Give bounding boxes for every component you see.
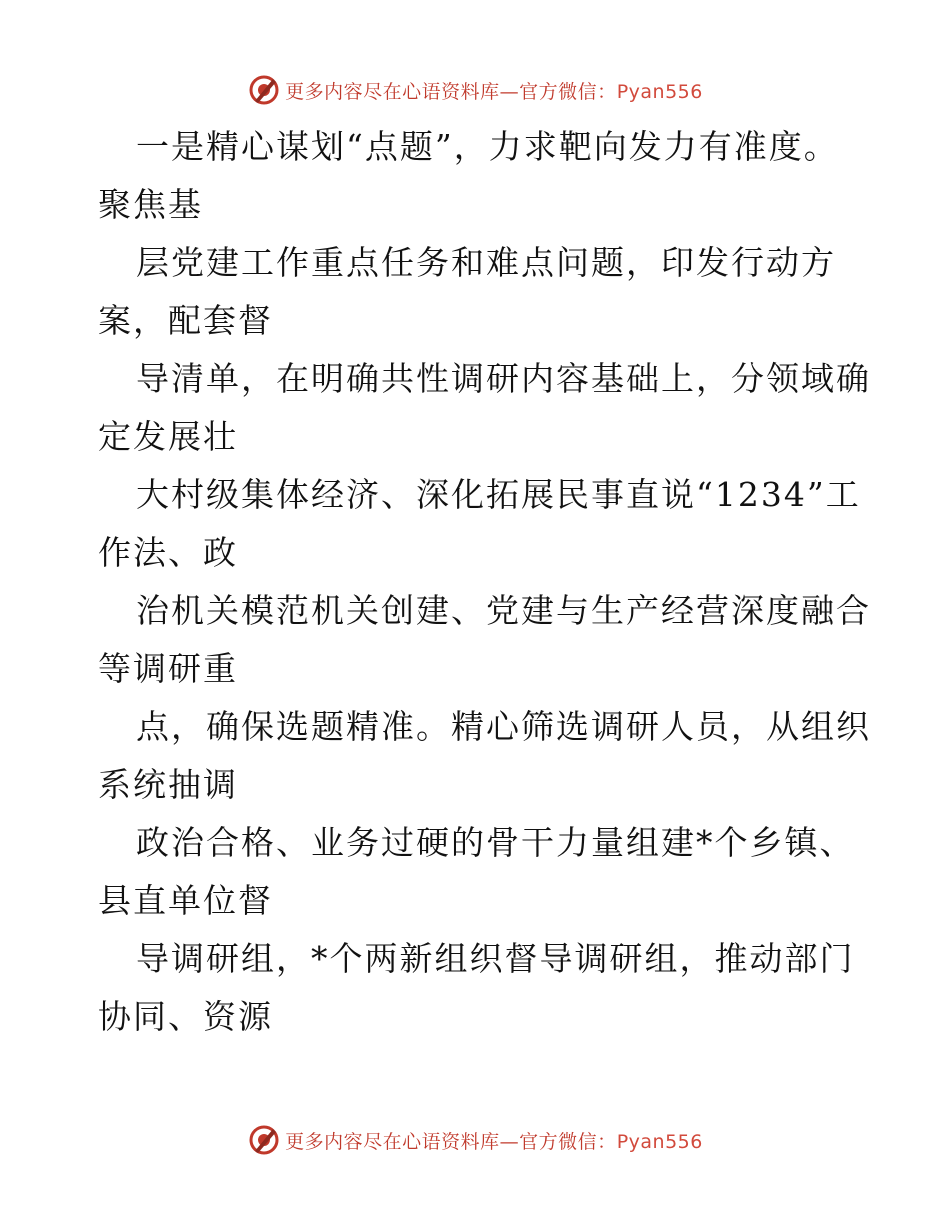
header-banner [0,70,950,110]
paragraph-line: 政治合格、业务过硬的骨干力量组建*个乡镇、 [136,823,855,862]
paragraph [98,466,861,582]
paragraph [98,350,871,466]
header-banner-wechat: Pyan556 [616,80,703,103]
footer-banner-main: 更多内容尽在心语资料库 [285,1130,500,1153]
paragraph-line: 作法、政 [98,533,238,572]
header-banner-text [285,77,703,104]
paragraph-line: 案，配套督 [98,301,273,340]
paragraph-line: 层党建工作重点任务和难点问题，印发行动方 [136,243,836,282]
paragraph-line: 定发展壮 [98,417,238,456]
paragraph-line: 等调研重 [98,649,238,688]
paragraph-line: 聚焦基 [98,185,203,224]
paragraph [98,814,858,930]
paragraph [98,118,858,234]
paragraph [98,698,871,814]
header-banner-label: 官方微信： [519,80,617,103]
paragraph-line: 导调研组，*个两新组织督导调研组，推动部门 [136,939,855,978]
footer-banner-text [285,1127,703,1154]
paragraph-line: 县直单位督 [98,881,273,920]
paragraph-line: 治机关模范机关创建、党建与生产经营深度融合 [136,591,871,630]
paragraph-line: 系统抽调 [98,765,238,804]
paragraph-line: 一是精心谋划“点题”，力求靶向发力有准度。 [136,127,839,166]
paragraph-line: 大村级集体经济、深化拓展民事直说“1234”工 [136,475,861,514]
document-body [98,118,871,1046]
paragraph [98,234,858,350]
header-banner-dash: — [499,80,520,103]
quill-seal-icon [247,1123,281,1157]
footer-banner-dash: — [499,1130,520,1153]
header-banner-main: 更多内容尽在心语资料库 [285,80,500,103]
paragraph [98,582,871,698]
footer-banner-wechat: Pyan556 [616,1130,703,1153]
footer-banner [0,1120,950,1160]
paragraph-line: 点，确保选题精准。精心筛选调研人员，从组织 [136,707,871,746]
paragraph [98,930,858,1046]
paragraph-line: 导清单，在明确共性调研内容基础上，分领域确 [136,359,871,398]
paragraph-line: 协同、资源 [98,997,273,1036]
footer-banner-label: 官方微信： [519,1130,617,1153]
quill-seal-icon [247,73,281,107]
